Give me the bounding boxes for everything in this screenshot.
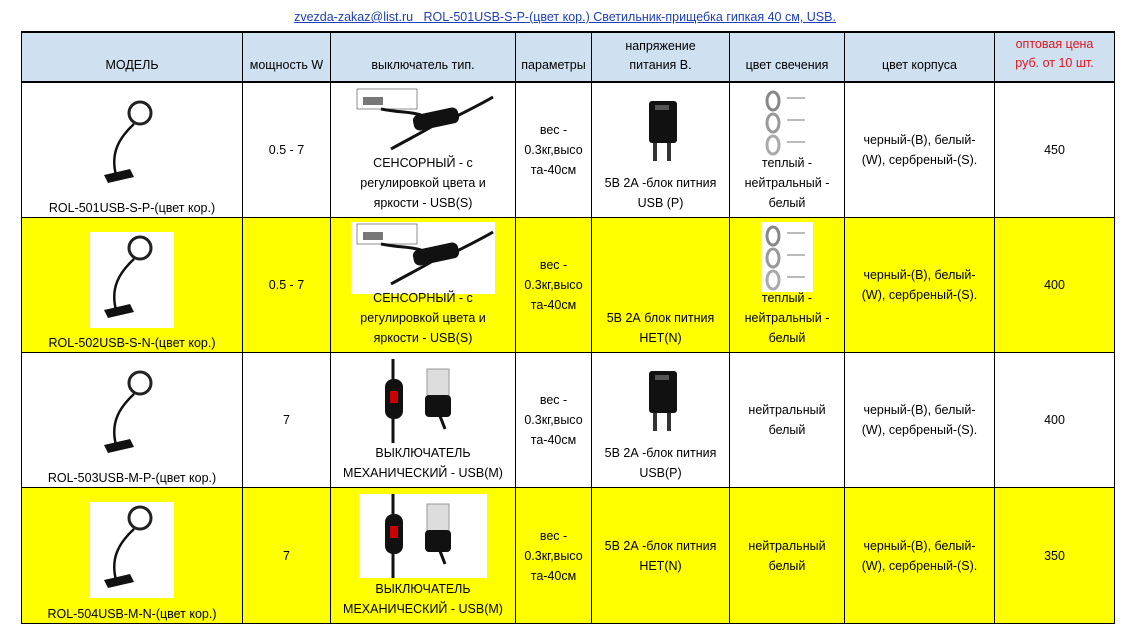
model-cell: [22, 218, 243, 353]
model-cell: [22, 353, 243, 488]
body-color-cell: черный-(В), белый- (W), сербреный-(S).: [845, 82, 995, 218]
usb-charger-photo-icon: [639, 367, 683, 441]
header-body-color: цвет корпуса: [845, 32, 995, 82]
glow-cell: теплый - нейтральный - белый: [730, 218, 845, 353]
header-price: оптовая цена руб. от 10 шт.: [995, 32, 1115, 82]
price-cell: 450: [995, 82, 1115, 218]
lamp-photo-icon: [90, 502, 174, 598]
glow-cell: нейтральный белый: [730, 353, 845, 488]
price-cell: 350: [995, 488, 1115, 624]
power-cell: 7: [243, 488, 331, 624]
title-email[interactable]: zvezda-zakaz@list.ru: [294, 10, 414, 24]
params-cell: вес - 0.3кг,высо та-40см: [516, 218, 592, 353]
model-name: ROL-501USB-S-P-(цвет кор.): [48, 201, 216, 215]
title-product: ROL-501USB-S-P-(цвет кор.) Светильник-прищебка гипкая 40 см, USB.: [423, 10, 836, 24]
header-power: мощность W: [243, 32, 331, 82]
model-name: ROL-503USB-M-P-(цвет кор.): [47, 471, 217, 485]
model-name: ROL-502USB-S-N-(цвет кор.): [48, 336, 216, 350]
table-row: [22, 218, 1115, 353]
light-temperature-photo-icon: [761, 222, 813, 292]
body-color-cell: черный-(В), белый- (W), сербреный-(S).: [845, 218, 995, 353]
table-row: [22, 82, 1115, 218]
model-cell: [22, 488, 243, 624]
price-cell: 400: [995, 218, 1115, 353]
lamp-photo-icon: [90, 232, 174, 328]
body-color-cell: черный-(В), белый- (W), сербреный-(S).: [845, 488, 995, 624]
usb-charger-photo-icon: [639, 97, 683, 171]
price-table: [21, 31, 1115, 624]
params-cell: вес - 0.3кг,высо та-40см: [516, 82, 592, 218]
body-color-cell: черный-(В), белый- (W), сербреный-(S).: [845, 353, 995, 488]
header-glow: цвет свечения: [730, 32, 845, 82]
inline-switch-cable-photo-icon: [359, 359, 487, 443]
lamp-photo-icon: [90, 367, 174, 463]
params-cell: вес - 0.3кг,высо та-40см: [516, 353, 592, 488]
header-params: параметры: [516, 32, 592, 82]
glow-cell: нейтральный белый: [730, 488, 845, 624]
power-cell: 0.5 - 7: [243, 218, 331, 353]
light-temperature-photo-icon: [761, 87, 813, 157]
voltage-cell: 5В 2А -блок питния НЕТ(N): [592, 488, 730, 624]
switch-desc-2: регулировкой цвета и: [360, 176, 486, 190]
power-cell: 0.5 - 7: [243, 82, 331, 218]
switch-cell: ВЫКЛЮЧАТЕЛЬ МЕХАНИЧЕСКИЙ - USB(M): [331, 488, 516, 624]
price-cell: 400: [995, 353, 1115, 488]
inline-switch-cable-photo-icon: [359, 494, 487, 578]
power-cell: 7: [243, 353, 331, 488]
switch-desc-1: СЕНСОРНЫЙ - с: [373, 156, 473, 170]
header-model: МОДЕЛЬ: [22, 32, 243, 82]
switch-cell: ВЫКЛЮЧАТЕЛЬ МЕХАНИЧЕСКИЙ - USB(M): [331, 353, 516, 488]
switch-cell: СЕНСОРНЫЙ - с регулировкой цвета и яркости - USB(S): [331, 218, 516, 353]
page-title[interactable]: [0, 10, 1130, 24]
switch-desc-3: яркости - USB(S): [373, 196, 473, 210]
model-name: ROL-504USB-M-N-(цвет кор.): [47, 607, 217, 621]
voltage-cell: 5В 2А блок питния НЕТ(N): [592, 218, 730, 353]
switch-cell: [331, 82, 516, 218]
voltage-cell: 5В 2А -блок питния USB (P): [592, 82, 730, 218]
header-row: [22, 32, 1115, 82]
table-row: [22, 353, 1115, 488]
params-cell: вес - 0.3кг,высо та-40см: [516, 488, 592, 624]
model-cell: [22, 82, 243, 218]
touch-switch-cable-photo-icon: [351, 87, 495, 159]
lamp-photo-icon: [90, 97, 174, 193]
header-voltage: напряжение питания В.: [592, 32, 730, 82]
voltage-cell: 5В 2А -блок питния USB(P): [592, 353, 730, 488]
touch-switch-cable-photo-icon: [351, 222, 495, 294]
glow-cell: теплый - нейтральный - белый: [730, 82, 845, 218]
header-switch-type: выключатель тип.: [331, 32, 516, 82]
table-row: [22, 488, 1115, 624]
